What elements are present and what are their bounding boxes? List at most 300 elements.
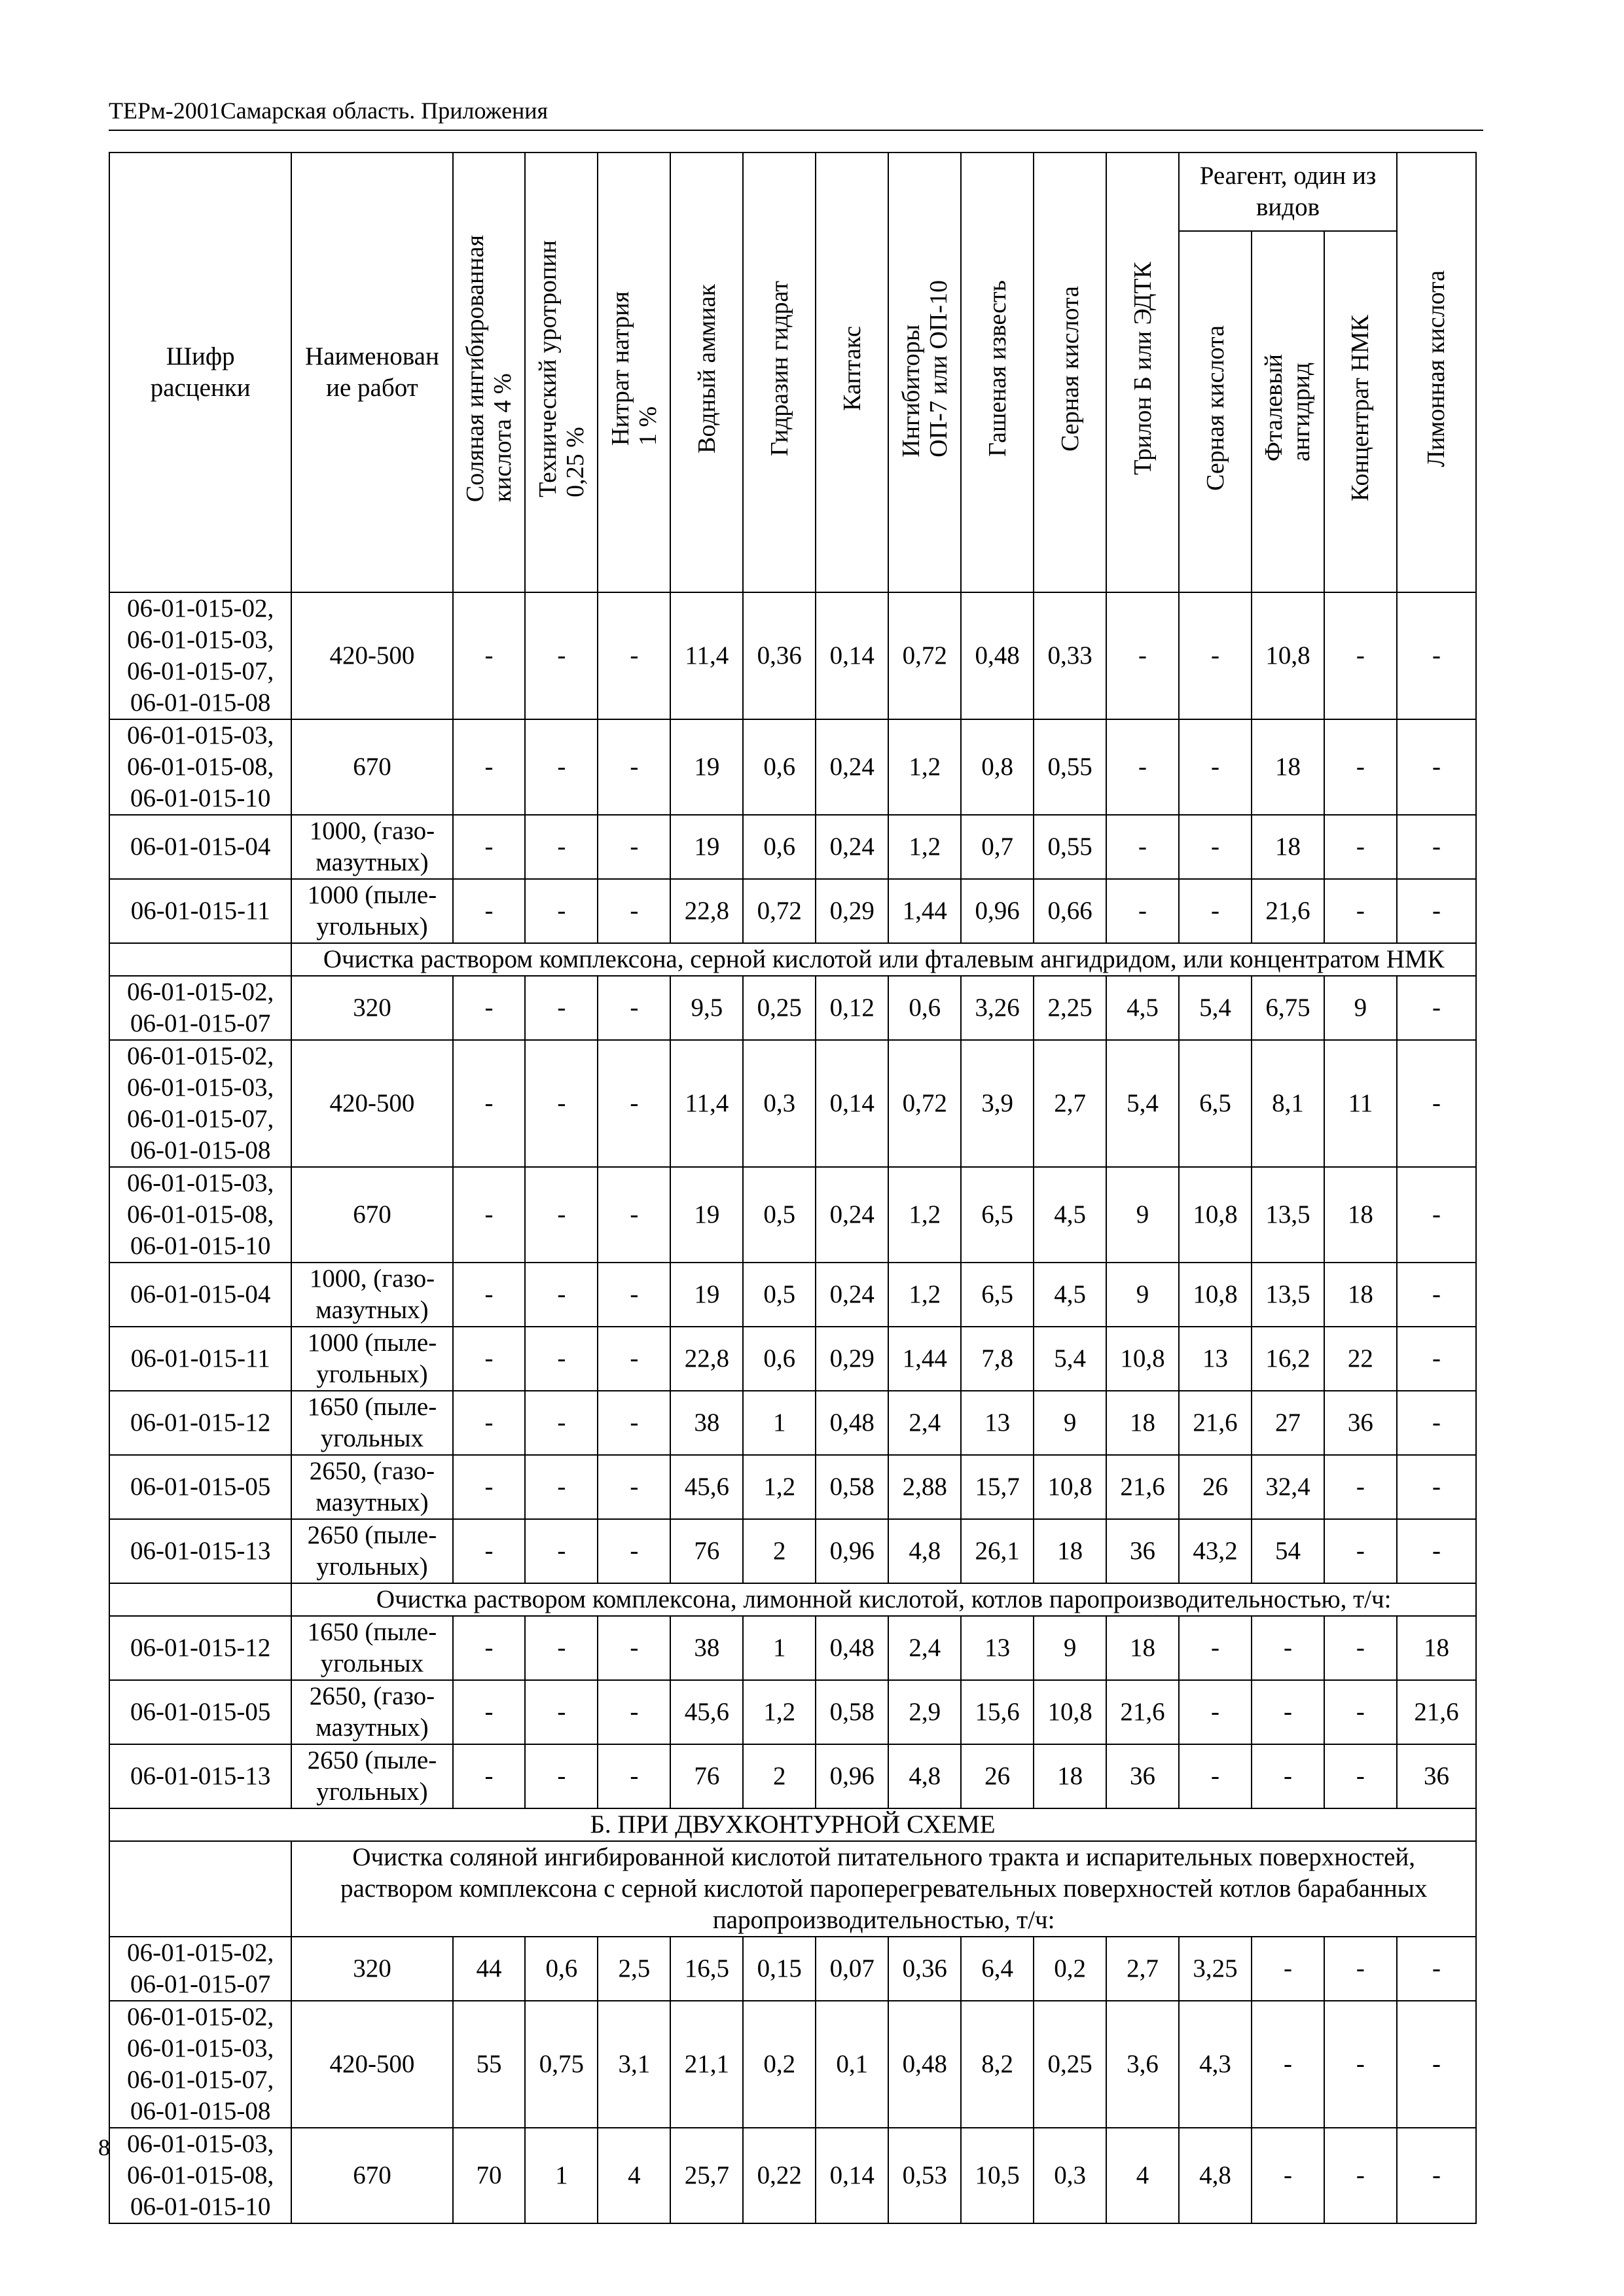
- value-cell: 0,3: [743, 1040, 816, 1167]
- value-cell: -: [453, 1680, 526, 1744]
- value-cell: 0,25: [743, 976, 816, 1040]
- value-cell: 45,6: [670, 1455, 743, 1519]
- value-cell: -: [525, 1744, 598, 1808]
- value-cell: -: [525, 1680, 598, 1744]
- col-hydrochloric-acid-header: Соляная ингибированная кислота 4 %: [453, 152, 526, 592]
- value-cell: 9: [1106, 1263, 1179, 1327]
- value-cell: 0,55: [1034, 719, 1106, 815]
- value-cell: 0,6: [743, 815, 816, 879]
- value-cell: -: [1324, 592, 1397, 719]
- value-cell: 25,7: [670, 2128, 743, 2223]
- value-cell: 11,4: [670, 1040, 743, 1167]
- rate-code-cell: 06-01-015-11: [109, 879, 291, 943]
- value-cell: 13: [961, 1616, 1034, 1680]
- value-cell: -: [598, 1167, 670, 1263]
- section-empty-cell: [109, 1583, 291, 1616]
- table-row: [109, 592, 1476, 719]
- work-name-cell: 2650 (пыле- угольных): [291, 1744, 452, 1808]
- value-cell: 32,4: [1252, 1455, 1324, 1519]
- value-cell: 0,72: [888, 592, 961, 719]
- value-cell: 0,5: [743, 1263, 816, 1327]
- value-cell: 4,8: [888, 1744, 961, 1808]
- value-cell: 0,6: [743, 719, 816, 815]
- value-cell: 13,5: [1252, 1263, 1324, 1327]
- table-row: [109, 719, 1476, 815]
- value-cell: -: [1397, 1937, 1476, 2001]
- value-cell: -: [1106, 719, 1179, 815]
- value-cell: -: [1324, 1616, 1397, 1680]
- value-cell: 4,5: [1106, 976, 1179, 1040]
- value-cell: 0,48: [816, 1616, 888, 1680]
- value-cell: -: [598, 1744, 670, 1808]
- value-cell: 38: [670, 1616, 743, 1680]
- value-cell: -: [598, 719, 670, 815]
- value-cell: 2: [743, 1744, 816, 1808]
- value-cell: -: [1106, 879, 1179, 943]
- value-cell: -: [1106, 592, 1179, 719]
- table-row: [109, 1519, 1476, 1583]
- value-cell: 0,55: [1034, 815, 1106, 879]
- value-cell: 18: [1106, 1616, 1179, 1680]
- value-cell: -: [1252, 1937, 1324, 2001]
- value-cell: -: [1179, 719, 1252, 815]
- work-name-cell: 2650 (пыле- угольных): [291, 1519, 452, 1583]
- value-cell: -: [1179, 1680, 1252, 1744]
- value-cell: 0,24: [816, 815, 888, 879]
- col-sulfuric-acid-header: Серная кислота: [1034, 152, 1106, 592]
- value-cell: 0,75: [525, 2001, 598, 2128]
- value-cell: 0,7: [961, 815, 1034, 879]
- value-cell: 0,24: [816, 1167, 888, 1263]
- value-cell: -: [1179, 1744, 1252, 1808]
- value-cell: 18: [1397, 1616, 1476, 1680]
- work-name-cell: 420-500: [291, 1040, 452, 1167]
- value-cell: -: [1324, 879, 1397, 943]
- value-cell: -: [525, 815, 598, 879]
- col-captax-header: Каптакс: [816, 152, 888, 592]
- value-cell: -: [598, 1455, 670, 1519]
- value-cell: -: [1252, 1680, 1324, 1744]
- value-cell: -: [1397, 1455, 1476, 1519]
- section-heading-complexon-sulfuric: Очистка раствором комплексона, серной кислотой или фталевым ангидридом, или концентратом НМК: [291, 943, 1476, 976]
- value-cell: 76: [670, 1519, 743, 1583]
- value-cell: 22,8: [670, 1327, 743, 1391]
- value-cell: 2,9: [888, 1680, 961, 1744]
- value-cell: -: [453, 1616, 526, 1680]
- value-cell: 10,8: [1179, 1263, 1252, 1327]
- value-cell: -: [1397, 2001, 1476, 2128]
- value-cell: -: [525, 1263, 598, 1327]
- value-cell: 21,6: [1106, 1680, 1179, 1744]
- value-cell: 0,6: [525, 1937, 598, 2001]
- value-cell: 21,6: [1179, 1391, 1252, 1455]
- value-cell: 9,5: [670, 976, 743, 1040]
- value-cell: 3,6: [1106, 2001, 1179, 2128]
- value-cell: -: [1397, 1519, 1476, 1583]
- value-cell: 21,6: [1397, 1680, 1476, 1744]
- work-name-cell: 1000 (пыле- угольных): [291, 1327, 452, 1391]
- col-ammonia-header: Водный аммиак: [670, 152, 743, 592]
- col-hydrazine-header: Гидразин гидрат: [743, 152, 816, 592]
- rate-code-cell: 06-01-015-04: [109, 815, 291, 879]
- rate-code-cell: 06-01-015-03, 06-01-015-08, 06-01-015-10: [109, 2128, 291, 2223]
- rate-code-cell: 06-01-015-13: [109, 1744, 291, 1808]
- value-cell: 18: [1034, 1744, 1106, 1808]
- value-cell: 16,2: [1252, 1327, 1324, 1391]
- col-code-header: Шифр расценки: [109, 152, 291, 592]
- value-cell: 1: [743, 1616, 816, 1680]
- table-row: [109, 1327, 1476, 1391]
- value-cell: 15,7: [961, 1455, 1034, 1519]
- value-cell: 5,4: [1179, 976, 1252, 1040]
- work-name-cell: 1650 (пыле- угольных: [291, 1616, 452, 1680]
- work-name-cell: 320: [291, 1937, 452, 2001]
- value-cell: 22: [1324, 1327, 1397, 1391]
- value-cell: 19: [670, 719, 743, 815]
- work-name-cell: 1000, (газо- мазутных): [291, 1263, 452, 1327]
- value-cell: -: [453, 1040, 526, 1167]
- value-cell: -: [453, 976, 526, 1040]
- table-row: [109, 976, 1476, 1040]
- rate-code-cell: 06-01-015-02, 06-01-015-07: [109, 1937, 291, 2001]
- value-cell: -: [1324, 1455, 1397, 1519]
- value-cell: 54: [1252, 1519, 1324, 1583]
- value-cell: 19: [670, 1263, 743, 1327]
- section-row: [109, 943, 1476, 976]
- table-row: [109, 1167, 1476, 1263]
- value-cell: -: [1397, 815, 1476, 879]
- section-heading-complexon-citric: Очистка раствором комплексона, лимонной кислотой, котлов паропроизводительностью, т/ч:: [291, 1583, 1476, 1616]
- value-cell: -: [1252, 2128, 1324, 2223]
- work-name-cell: 320: [291, 976, 452, 1040]
- value-cell: 0,29: [816, 879, 888, 943]
- value-cell: -: [1252, 1744, 1324, 1808]
- value-cell: 2,88: [888, 1455, 961, 1519]
- value-cell: -: [598, 815, 670, 879]
- value-cell: 0,58: [816, 1455, 888, 1519]
- value-cell: 0,07: [816, 1937, 888, 2001]
- value-cell: 4,8: [1179, 2128, 1252, 2223]
- value-cell: 10,5: [961, 2128, 1034, 2223]
- value-cell: 1: [525, 2128, 598, 2223]
- value-cell: 21,6: [1106, 1455, 1179, 1519]
- value-cell: -: [1179, 592, 1252, 719]
- value-cell: -: [598, 1263, 670, 1327]
- value-cell: 0,24: [816, 1263, 888, 1327]
- value-cell: -: [1397, 719, 1476, 815]
- value-cell: 18: [1324, 1263, 1397, 1327]
- value-cell: 5,4: [1034, 1327, 1106, 1391]
- value-cell: -: [525, 879, 598, 943]
- value-cell: -: [525, 976, 598, 1040]
- value-cell: -: [1324, 2128, 1397, 2223]
- value-cell: 3,26: [961, 976, 1034, 1040]
- table-row: [109, 2001, 1476, 2128]
- value-cell: 6,75: [1252, 976, 1324, 1040]
- value-cell: 0,6: [888, 976, 961, 1040]
- value-cell: 13: [1179, 1327, 1252, 1391]
- rate-code-cell: 06-01-015-02, 06-01-015-07: [109, 976, 291, 1040]
- value-cell: -: [453, 879, 526, 943]
- value-cell: 2,7: [1106, 1937, 1179, 2001]
- value-cell: 2,5: [598, 1937, 670, 2001]
- value-cell: 0,96: [816, 1519, 888, 1583]
- value-cell: -: [1397, 976, 1476, 1040]
- value-cell: 0,3: [1034, 2128, 1106, 2223]
- value-cell: 2,4: [888, 1616, 961, 1680]
- section-row: [109, 1583, 1476, 1616]
- col-urotropin-header: Технический уротропин 0,25 %: [525, 152, 598, 592]
- value-cell: -: [598, 879, 670, 943]
- value-cell: 11: [1324, 1040, 1397, 1167]
- col-trilon-header: Трилон Б или ЭДТК: [1106, 152, 1179, 592]
- value-cell: 4: [1106, 2128, 1179, 2223]
- table-row: [109, 1616, 1476, 1680]
- value-cell: 18: [1034, 1519, 1106, 1583]
- value-cell: 0,66: [1034, 879, 1106, 943]
- col-sodium-nitrate-header: Нитрат натрия 1 %: [598, 152, 670, 592]
- value-cell: 10,8: [1179, 1167, 1252, 1263]
- value-cell: -: [598, 976, 670, 1040]
- work-name-cell: 420-500: [291, 2001, 452, 2128]
- value-cell: 8,2: [961, 2001, 1034, 2128]
- value-cell: -: [1324, 1937, 1397, 2001]
- value-cell: 0,2: [743, 2001, 816, 2128]
- value-cell: 19: [670, 1167, 743, 1263]
- value-cell: -: [1397, 1391, 1476, 1455]
- value-cell: 5,4: [1106, 1040, 1179, 1167]
- value-cell: 13: [961, 1391, 1034, 1455]
- value-cell: 10,8: [1034, 1455, 1106, 1519]
- value-cell: 1,2: [743, 1680, 816, 1744]
- value-cell: 2: [743, 1519, 816, 1583]
- value-cell: -: [598, 592, 670, 719]
- value-cell: -: [453, 1263, 526, 1327]
- value-cell: -: [1324, 1519, 1397, 1583]
- value-cell: -: [1397, 1040, 1476, 1167]
- work-name-cell: 2650, (газо- мазутных): [291, 1455, 452, 1519]
- value-cell: -: [1324, 1680, 1397, 1744]
- col-inhibitors-header: Ингибиторы ОП-7 или ОП-10: [888, 152, 961, 592]
- value-cell: 27: [1252, 1391, 1324, 1455]
- value-cell: 2,25: [1034, 976, 1106, 1040]
- rate-code-cell: 06-01-015-12: [109, 1391, 291, 1455]
- value-cell: 18: [1324, 1167, 1397, 1263]
- value-cell: -: [1106, 815, 1179, 879]
- value-cell: 4,8: [888, 1519, 961, 1583]
- value-cell: 10,8: [1252, 592, 1324, 719]
- value-cell: -: [525, 592, 598, 719]
- rate-code-cell: 06-01-015-02, 06-01-015-03, 06-01-015-07, 06-01-015-08: [109, 1040, 291, 1167]
- value-cell: 4,5: [1034, 1263, 1106, 1327]
- table-row: [109, 879, 1476, 943]
- value-cell: -: [525, 1616, 598, 1680]
- value-cell: -: [453, 1327, 526, 1391]
- page-header: ТЕРм-2001Самарская область. Приложения: [109, 98, 549, 124]
- section-row: [109, 1841, 1476, 1937]
- rate-code-cell: 06-01-015-05: [109, 1680, 291, 1744]
- table-row: [109, 1744, 1476, 1808]
- value-cell: 0,14: [816, 592, 888, 719]
- value-cell: 0,33: [1034, 592, 1106, 719]
- value-cell: -: [598, 1519, 670, 1583]
- rate-code-cell: 06-01-015-03, 06-01-015-08, 06-01-015-10: [109, 719, 291, 815]
- section-title-double-circuit: Б. ПРИ ДВУХКОНТУРНОЙ СХЕМЕ: [109, 1808, 1476, 1841]
- value-cell: 1,44: [888, 879, 961, 943]
- section-empty-cell: [109, 1841, 291, 1937]
- table-row: [109, 1263, 1476, 1327]
- value-cell: 0,53: [888, 2128, 961, 2223]
- value-cell: 0,96: [816, 1744, 888, 1808]
- value-cell: -: [1179, 815, 1252, 879]
- value-cell: 0,36: [743, 592, 816, 719]
- table-body: [109, 592, 1476, 2223]
- value-cell: -: [1324, 2001, 1397, 2128]
- value-cell: 0,72: [888, 1040, 961, 1167]
- value-cell: 76: [670, 1744, 743, 1808]
- value-cell: -: [1324, 815, 1397, 879]
- value-cell: 1,2: [888, 1263, 961, 1327]
- value-cell: 0,96: [961, 879, 1034, 943]
- value-cell: 16,5: [670, 1937, 743, 2001]
- value-cell: 36: [1324, 1391, 1397, 1455]
- table-row: [109, 815, 1476, 879]
- value-cell: -: [598, 1391, 670, 1455]
- value-cell: 0,8: [961, 719, 1034, 815]
- value-cell: 2,4: [888, 1391, 961, 1455]
- value-cell: 26: [961, 1744, 1034, 1808]
- value-cell: 9: [1324, 976, 1397, 1040]
- value-cell: -: [453, 815, 526, 879]
- value-cell: 26,1: [961, 1519, 1034, 1583]
- value-cell: 18: [1252, 719, 1324, 815]
- value-cell: 15,6: [961, 1680, 1034, 1744]
- value-cell: -: [1179, 1616, 1252, 1680]
- rate-code-cell: 06-01-015-03, 06-01-015-08, 06-01-015-10: [109, 1167, 291, 1263]
- value-cell: 0,29: [816, 1327, 888, 1391]
- value-cell: 43,2: [1179, 1519, 1252, 1583]
- value-cell: -: [525, 1519, 598, 1583]
- value-cell: 0,58: [816, 1680, 888, 1744]
- value-cell: -: [1324, 1744, 1397, 1808]
- value-cell: 38: [670, 1391, 743, 1455]
- value-cell: 0,48: [816, 1391, 888, 1455]
- value-cell: 0,14: [816, 1040, 888, 1167]
- value-cell: 10,8: [1034, 1680, 1106, 1744]
- value-cell: 0,48: [888, 2001, 961, 2128]
- value-cell: 18: [1106, 1391, 1179, 1455]
- value-cell: -: [453, 592, 526, 719]
- col-citric-acid-header: Лимонная кислота: [1397, 152, 1476, 592]
- col-slaked-lime-header: Гашеная известь: [961, 152, 1034, 592]
- value-cell: 0,72: [743, 879, 816, 943]
- value-cell: 6,5: [1179, 1040, 1252, 1167]
- col-reagent-group-header: Реагент, один из видов: [1179, 152, 1397, 231]
- table-row: [109, 2128, 1476, 2223]
- work-name-cell: 420-500: [291, 592, 452, 719]
- rate-code-cell: 06-01-015-13: [109, 1519, 291, 1583]
- value-cell: -: [1324, 719, 1397, 815]
- value-cell: 1: [743, 1391, 816, 1455]
- value-cell: 0,6: [743, 1327, 816, 1391]
- value-cell: 6,5: [961, 1263, 1034, 1327]
- header-rule: [109, 130, 1483, 131]
- value-cell: 0,2: [1034, 1937, 1106, 2001]
- value-cell: 26: [1179, 1455, 1252, 1519]
- value-cell: 0,14: [816, 2128, 888, 2223]
- value-cell: 11,4: [670, 592, 743, 719]
- value-cell: 36: [1106, 1744, 1179, 1808]
- page-number: 8: [98, 2134, 110, 2161]
- value-cell: 1,2: [743, 1455, 816, 1519]
- work-name-cell: 670: [291, 2128, 452, 2223]
- rate-code-cell: 06-01-015-02, 06-01-015-03, 06-01-015-07, 06-01-015-08: [109, 2001, 291, 2128]
- value-cell: -: [1252, 2001, 1324, 2128]
- value-cell: 2,7: [1034, 1040, 1106, 1167]
- value-cell: 0,36: [888, 1937, 961, 2001]
- value-cell: 45,6: [670, 1680, 743, 1744]
- value-cell: 9: [1106, 1167, 1179, 1263]
- value-cell: 1,2: [888, 1167, 961, 1263]
- value-cell: 55: [453, 2001, 526, 2128]
- value-cell: 0,22: [743, 2128, 816, 2223]
- value-cell: 9: [1034, 1616, 1106, 1680]
- work-name-cell: 2650, (газо- мазутных): [291, 1680, 452, 1744]
- value-cell: -: [598, 1616, 670, 1680]
- work-name-cell: 1650 (пыле- угольных: [291, 1391, 452, 1455]
- value-cell: 0,24: [816, 719, 888, 815]
- col-reagent-sulfuric-header: Серная кислота: [1179, 231, 1252, 592]
- table-row: [109, 1937, 1476, 2001]
- value-cell: 36: [1397, 1744, 1476, 1808]
- value-cell: 1,2: [888, 719, 961, 815]
- value-cell: 9: [1034, 1391, 1106, 1455]
- table-row: [109, 1391, 1476, 1455]
- rate-code-cell: 06-01-015-02, 06-01-015-03, 06-01-015-07, 06-01-015-08: [109, 592, 291, 719]
- value-cell: 4: [598, 2128, 670, 2223]
- rate-code-cell: 06-01-015-05: [109, 1455, 291, 1519]
- value-cell: 21,6: [1252, 879, 1324, 943]
- value-cell: -: [525, 1391, 598, 1455]
- value-cell: -: [1397, 1263, 1476, 1327]
- value-cell: -: [1252, 1616, 1324, 1680]
- table-row: [109, 1680, 1476, 1744]
- value-cell: 3,9: [961, 1040, 1034, 1167]
- value-cell: -: [598, 1680, 670, 1744]
- work-name-cell: 1000, (газо- мазутных): [291, 815, 452, 879]
- table-row: [109, 1040, 1476, 1167]
- value-cell: 70: [453, 2128, 526, 2223]
- col-name-header: Наименован ие работ: [291, 152, 452, 592]
- value-cell: 44: [453, 1937, 526, 2001]
- materials-table: [109, 152, 1477, 2224]
- value-cell: 13,5: [1252, 1167, 1324, 1263]
- rate-code-cell: 06-01-015-11: [109, 1327, 291, 1391]
- value-cell: 0,48: [961, 592, 1034, 719]
- work-name-cell: 670: [291, 719, 452, 815]
- value-cell: -: [1397, 2128, 1476, 2223]
- section-empty-cell: [109, 943, 291, 976]
- value-cell: -: [525, 1167, 598, 1263]
- col-nmk-header: Концентрат НМК: [1324, 231, 1397, 592]
- value-cell: 4,5: [1034, 1167, 1106, 1263]
- value-cell: -: [525, 1455, 598, 1519]
- value-cell: -: [525, 719, 598, 815]
- col-phthalic-header: Фталевый ангидрид: [1252, 231, 1324, 592]
- section-heading-double-circuit: Очистка соляной ингибированной кислотой питательного тракта и испарительных поверхностей, раствором комплексона с серной кислотой пароперегревательных поверхностей котлов барабанных паропроизводительностью, т/ч:: [291, 1841, 1476, 1937]
- value-cell: -: [1397, 592, 1476, 719]
- value-cell: -: [525, 1040, 598, 1167]
